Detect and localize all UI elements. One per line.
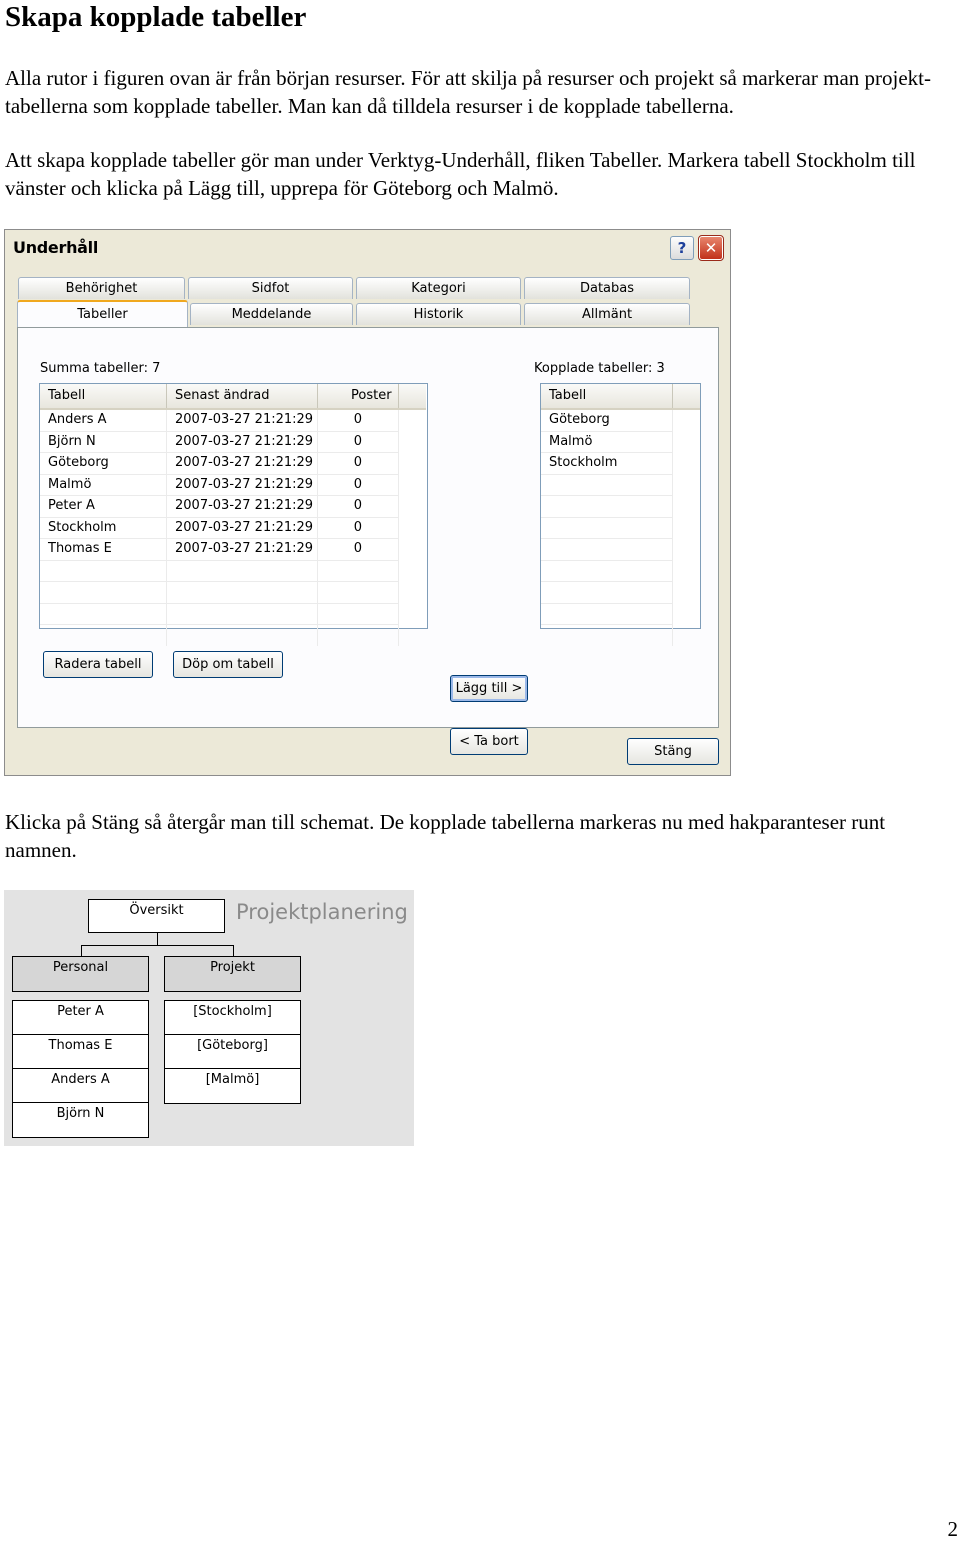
empty-row — [40, 604, 399, 626]
cell-name: Göteborg — [40, 453, 167, 474]
empty-row — [40, 582, 399, 604]
all-tables-list[interactable] — [39, 383, 428, 629]
empty-row — [40, 561, 399, 583]
cell-modified: 2007-03-27 21:21:29 — [167, 539, 318, 560]
org-root-box[interactable]: Översikt — [88, 899, 225, 933]
linked-tables-header — [541, 384, 700, 410]
org-connector — [81, 945, 234, 946]
empty-row — [541, 518, 673, 540]
column-tabell[interactable]: Tabell — [40, 384, 167, 408]
cell-modified: 2007-03-27 21:21:29 — [167, 475, 318, 496]
cell-name: Malmö — [40, 475, 167, 496]
org-connector — [233, 945, 234, 956]
column-poster[interactable]: Poster — [318, 384, 399, 408]
empty-row — [541, 582, 673, 604]
cell-posts: 0 — [318, 410, 399, 431]
all-tables-rows — [40, 410, 399, 625]
tab-meddelande[interactable]: Meddelande — [190, 303, 353, 325]
table-row[interactable] — [40, 475, 399, 497]
cell-posts: 0 — [318, 475, 399, 496]
table-row[interactable] — [40, 432, 399, 454]
cell-modified: 2007-03-27 21:21:29 — [167, 453, 318, 474]
linked-table-row[interactable] — [541, 432, 673, 454]
close-window-button[interactable]: ✕ — [699, 236, 723, 260]
all-tables-header — [40, 384, 426, 410]
cell-name: Göteborg — [541, 410, 673, 431]
table-row[interactable] — [40, 539, 399, 561]
sum-tables-label: Summa tabeller: 7 — [40, 361, 161, 376]
tab-sidfot[interactable]: Sidfot — [188, 277, 353, 299]
table-row[interactable] — [40, 496, 399, 518]
empty-row — [541, 539, 673, 561]
rename-table-button[interactable]: Döp om tabell — [173, 651, 283, 678]
table-row[interactable] — [40, 453, 399, 475]
linked-table-row[interactable] — [541, 453, 673, 475]
org-project-head[interactable]: Projekt — [164, 956, 301, 992]
column-senast-andrad[interactable]: Senast ändrad — [167, 384, 318, 408]
cell-posts: 0 — [318, 518, 399, 539]
table-row[interactable] — [40, 410, 399, 432]
cell-name: Peter A — [40, 496, 167, 517]
tab-behorighet[interactable]: Behörighet — [18, 277, 185, 299]
org-personal-head[interactable]: Personal — [12, 956, 149, 992]
org-personal-item[interactable]: Peter A — [12, 1000, 149, 1035]
tab-databas[interactable]: Databas — [524, 277, 690, 299]
project-org-chart — [4, 890, 414, 1146]
cell-name: Malmö — [541, 432, 673, 453]
cell-name: Stockholm — [40, 518, 167, 539]
tab-kategori[interactable]: Kategori — [356, 277, 521, 299]
maintenance-dialog — [4, 229, 731, 776]
cell-name: Stockholm — [541, 453, 673, 474]
empty-row — [541, 475, 673, 497]
dialog-title: Underhåll — [13, 238, 99, 257]
cell-posts: 0 — [318, 539, 399, 560]
add-linked-button[interactable]: Lägg till > — [450, 675, 528, 702]
org-project-item[interactable]: [Stockholm] — [164, 1000, 301, 1035]
remove-linked-button[interactable]: < Ta bort — [450, 728, 528, 755]
page-number: 2 — [947, 1517, 958, 1541]
cell-modified: 2007-03-27 21:21:29 — [167, 518, 318, 539]
org-project-item[interactable]: [Göteborg] — [164, 1034, 301, 1069]
org-personal-item[interactable]: Thomas E — [12, 1034, 149, 1069]
table-row[interactable] — [40, 518, 399, 540]
linked-tables-rows — [541, 410, 673, 625]
cell-name: Björn N — [40, 432, 167, 453]
tab-historik[interactable]: Historik — [356, 303, 521, 325]
org-chart-title: Projektplanering — [236, 900, 408, 924]
cell-posts: 0 — [318, 453, 399, 474]
empty-row — [541, 604, 673, 626]
org-project-item[interactable]: [Malmö] — [164, 1068, 301, 1104]
document-title: Skapa kopplade tabeller — [5, 1, 307, 33]
delete-table-button[interactable]: Radera tabell — [43, 651, 153, 678]
org-connector — [81, 945, 82, 956]
intro-paragraph: Alla rutor i figuren ovan är från början resurser. För att skilja på resurser och projekt så markerar man projekt-tabellerna som kopplade tabeller. Man kan då tilldela resurser i de kopplade tabellerna. — [5, 66, 931, 118]
linked-tables-label: Kopplade tabeller: 3 — [534, 361, 665, 376]
column-filler — [399, 384, 426, 408]
tables-tab-panel — [17, 327, 719, 749]
tab-tabeller[interactable]: Tabeller — [17, 300, 188, 327]
tab-allmant[interactable]: Allmänt — [524, 303, 690, 325]
result-paragraph: Klicka på Stäng så återgår man till schemat. De kopplade tabellerna markeras nu med hakparanteser runt namnen. — [5, 810, 886, 862]
cell-name: Anders A — [40, 410, 167, 431]
org-personal-item[interactable]: Björn N — [12, 1102, 149, 1138]
close-dialog-button[interactable]: Stäng — [627, 738, 719, 765]
instruction-paragraph: Att skapa kopplade tabeller gör man under Verktyg-Underhåll, fliken Tabeller. Markera tabell Stockholm till vänster och klicka på Lägg till, upprepa för Göteborg och Malmö. — [5, 148, 916, 200]
cell-modified: 2007-03-27 21:21:29 — [167, 496, 318, 517]
cell-posts: 0 — [318, 432, 399, 453]
cell-name: Thomas E — [40, 539, 167, 560]
empty-row — [541, 496, 673, 518]
column-tabell[interactable]: Tabell — [541, 384, 673, 408]
org-connector — [157, 933, 158, 945]
linked-table-row[interactable] — [541, 410, 673, 432]
help-button[interactable]: ? — [670, 236, 694, 260]
linked-tables-list[interactable] — [540, 383, 701, 629]
empty-row — [541, 561, 673, 583]
cell-posts: 0 — [318, 496, 399, 517]
cell-modified: 2007-03-27 21:21:29 — [167, 432, 318, 453]
cell-modified: 2007-03-27 21:21:29 — [167, 410, 318, 431]
org-personal-item[interactable]: Anders A — [12, 1068, 149, 1103]
column-filler — [673, 384, 700, 408]
